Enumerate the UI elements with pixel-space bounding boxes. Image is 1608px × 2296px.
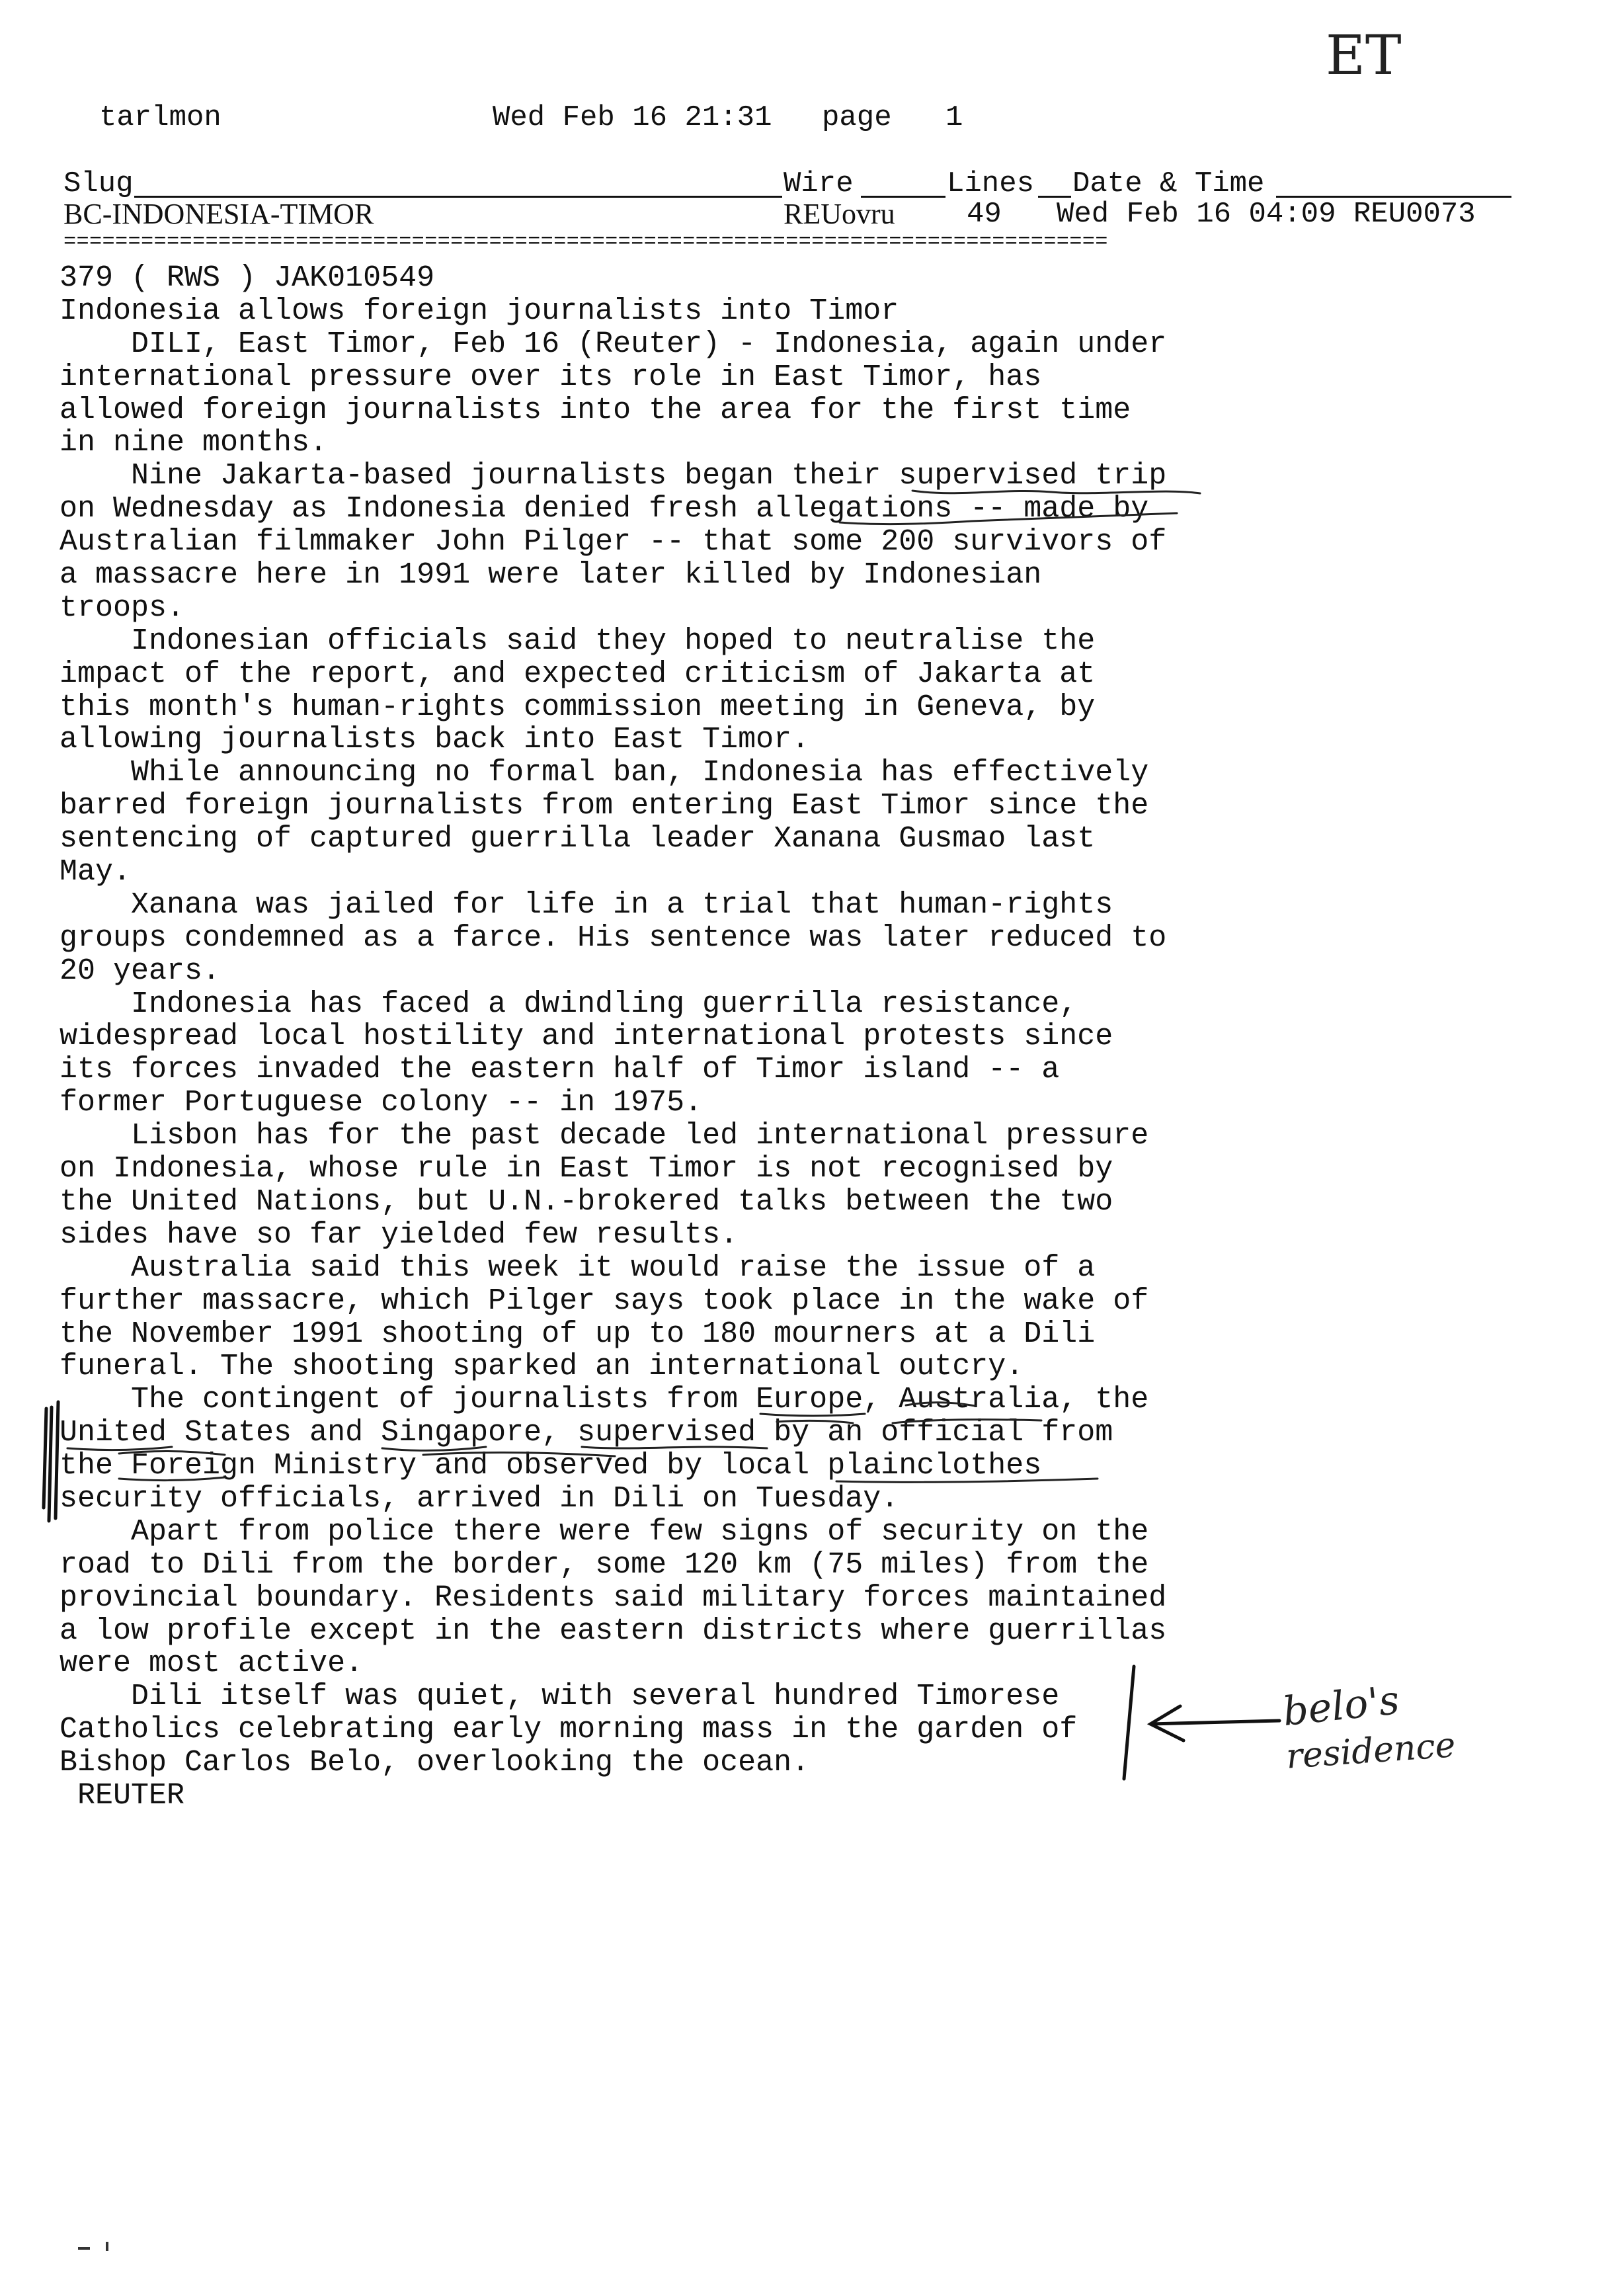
lines-value: 49: [967, 198, 1002, 231]
header-separator: =================================================================================: [63, 229, 1108, 254]
overline-observed: [423, 1452, 615, 1456]
article-line: Australia said this week it would raise the issue of a: [60, 1250, 1096, 1285]
article-line: Indonesia allows foreign journalists into Timor: [60, 294, 899, 328]
article-line: Nine Jakarta-based journalists began their supervised trip: [60, 459, 1167, 493]
article-line: former Portuguese colony -- in 1975.: [60, 1086, 703, 1120]
article-line: further massacre, which Pilger says took place in the wake of: [60, 1284, 1149, 1318]
article-line: allowing journalists back into East Timor.: [60, 723, 810, 757]
article-line: barred foreign journalists from entering East Timor since the: [60, 789, 1149, 823]
article-line: on Indonesia, whose rule in East Timor is not recognised by: [60, 1152, 1113, 1186]
article-line: the Foreign Ministry and observed by local plainclothes: [60, 1449, 1042, 1483]
article-line: Lisbon has for the past decade led international pressure: [60, 1119, 1149, 1153]
print-user: tarlmon: [99, 101, 221, 134]
article-line: on Wednesday as Indonesia denied fresh allegations -- made by: [60, 492, 1149, 526]
article-line: funeral. The shooting sparked an international outcry.: [60, 1350, 1024, 1384]
article-line: May.: [60, 855, 132, 889]
slug-value: BC-INDONESIA-TIMOR: [63, 198, 374, 230]
article-line: were most active.: [60, 1647, 364, 1681]
handwritten-margin-note-line1: belo's: [1280, 1676, 1402, 1736]
article-line: provincial boundary. Residents said military forces maintained: [60, 1580, 1167, 1615]
article-line: road to Dili from the border, some 120 km (75 miles) from the: [60, 1547, 1149, 1582]
article-line: the United Nations, but U.N.-brokered talks between the two: [60, 1184, 1113, 1219]
overline-official: [893, 1420, 1041, 1423]
datetime-value: Wed Feb 16 04:09 REU0073: [1057, 198, 1476, 231]
article-line: a low profile except in the eastern districts where guerrillas: [60, 1614, 1167, 1648]
datetime-label: Date & Time: [1072, 167, 1265, 200]
article-line: sides have so far yielded few results.: [60, 1217, 739, 1252]
article-line: 379 ( RWS ) JAK010549: [60, 261, 435, 295]
stray-marks: [78, 2247, 90, 2250]
handwritten-margin-note-line2: residence: [1285, 1725, 1457, 1777]
underline-allegations: [840, 513, 1177, 524]
stray-marks-2: [106, 2242, 108, 2251]
overline-by-an: [777, 1420, 853, 1423]
handwritten-corner-mark: ET: [1326, 24, 1402, 87]
article-line: Bishop Carlos Belo, overlooking the ocean.: [60, 1746, 810, 1780]
article-line: the November 1991 shooting of up to 180 mourners at a Dili: [60, 1317, 1096, 1351]
article-line: Indonesia has faced a dwindling guerrilla resistance,: [60, 987, 1078, 1021]
underline-plainclothes: [836, 1479, 1098, 1482]
slug-label: Slug: [63, 167, 134, 200]
article-line: Australian filmmaker John Pilger -- that some 200 survivors of: [60, 525, 1167, 559]
article-line: The contingent of journalists from Europe, Australia, the: [60, 1383, 1149, 1417]
overline-foreign: [119, 1451, 225, 1455]
underline-australia: [906, 1403, 975, 1406]
underline-europe: [760, 1414, 865, 1416]
article-line: Indonesian officials said they hoped to neutralise the: [60, 624, 1096, 658]
article-line: DILI, East Timor, Feb 16 (Reuter) - Indonesia, again under: [60, 327, 1167, 361]
wire-label: Wire: [784, 167, 854, 200]
arrow-line: [1150, 1721, 1279, 1724]
article-line: international pressure over its role in East Timor, has: [60, 360, 1042, 394]
wire-value: REUovru: [784, 198, 895, 230]
underline-singapore: [382, 1447, 486, 1451]
article-line: Xanana was jailed for life in a trial that human-rights: [60, 887, 1113, 922]
print-datetime: Wed Feb 16 21:31: [493, 101, 772, 134]
underline-supervised-trip: [912, 491, 1200, 493]
print-page-number: 1: [945, 101, 963, 134]
article-line: Apart from police there were few signs of security on the: [60, 1514, 1149, 1549]
article-line: United States and Singapore, supervised by an official from: [60, 1416, 1113, 1450]
underline-foreign: [119, 1477, 225, 1481]
article-line: 20 years.: [60, 954, 221, 988]
lines-label: Lines: [947, 167, 1035, 200]
article-line: widespread local hostility and international protests since: [60, 1020, 1113, 1054]
article-line: troops.: [60, 591, 185, 625]
article-line: impact of the report, and expected criticism of Jakarta at: [60, 657, 1096, 691]
article-line: groups condemned as a farce. His sentence was later reduced to: [60, 921, 1167, 955]
article-line: allowed foreign journalists into the area for the first time: [60, 393, 1131, 427]
print-page-label: page: [822, 101, 892, 134]
article-line: REUTER: [60, 1778, 185, 1813]
underline-united-states: [67, 1447, 172, 1450]
article-line: a massacre here in 1991 were later killed by Indonesian: [60, 558, 1042, 593]
article-line: Catholics celebrating early morning mass in the garden of: [60, 1713, 1078, 1747]
underline-supervised-by: [582, 1447, 767, 1448]
article-line: this month's human-rights commission meeting in Geneva, by: [60, 690, 1096, 724]
article-line: its forces invaded the eastern half of Timor island -- a: [60, 1053, 1060, 1087]
article-line: Dili itself was quiet, with several hundred Timorese: [60, 1680, 1060, 1714]
margin-bar-2: [56, 1402, 58, 1518]
margin-bar-1: [49, 1407, 52, 1521]
margin-bar-3: [44, 1409, 46, 1508]
article-line: sentencing of captured guerrilla leader Xanana Gusmao last: [60, 822, 1096, 856]
article-line: security officials, arrived in Dili on Tuesday.: [60, 1481, 899, 1516]
article-line: While announcing no formal ban, Indonesia has effectively: [60, 756, 1149, 790]
article-line: in nine months.: [60, 426, 328, 460]
margin-bar-right: [1124, 1666, 1134, 1779]
